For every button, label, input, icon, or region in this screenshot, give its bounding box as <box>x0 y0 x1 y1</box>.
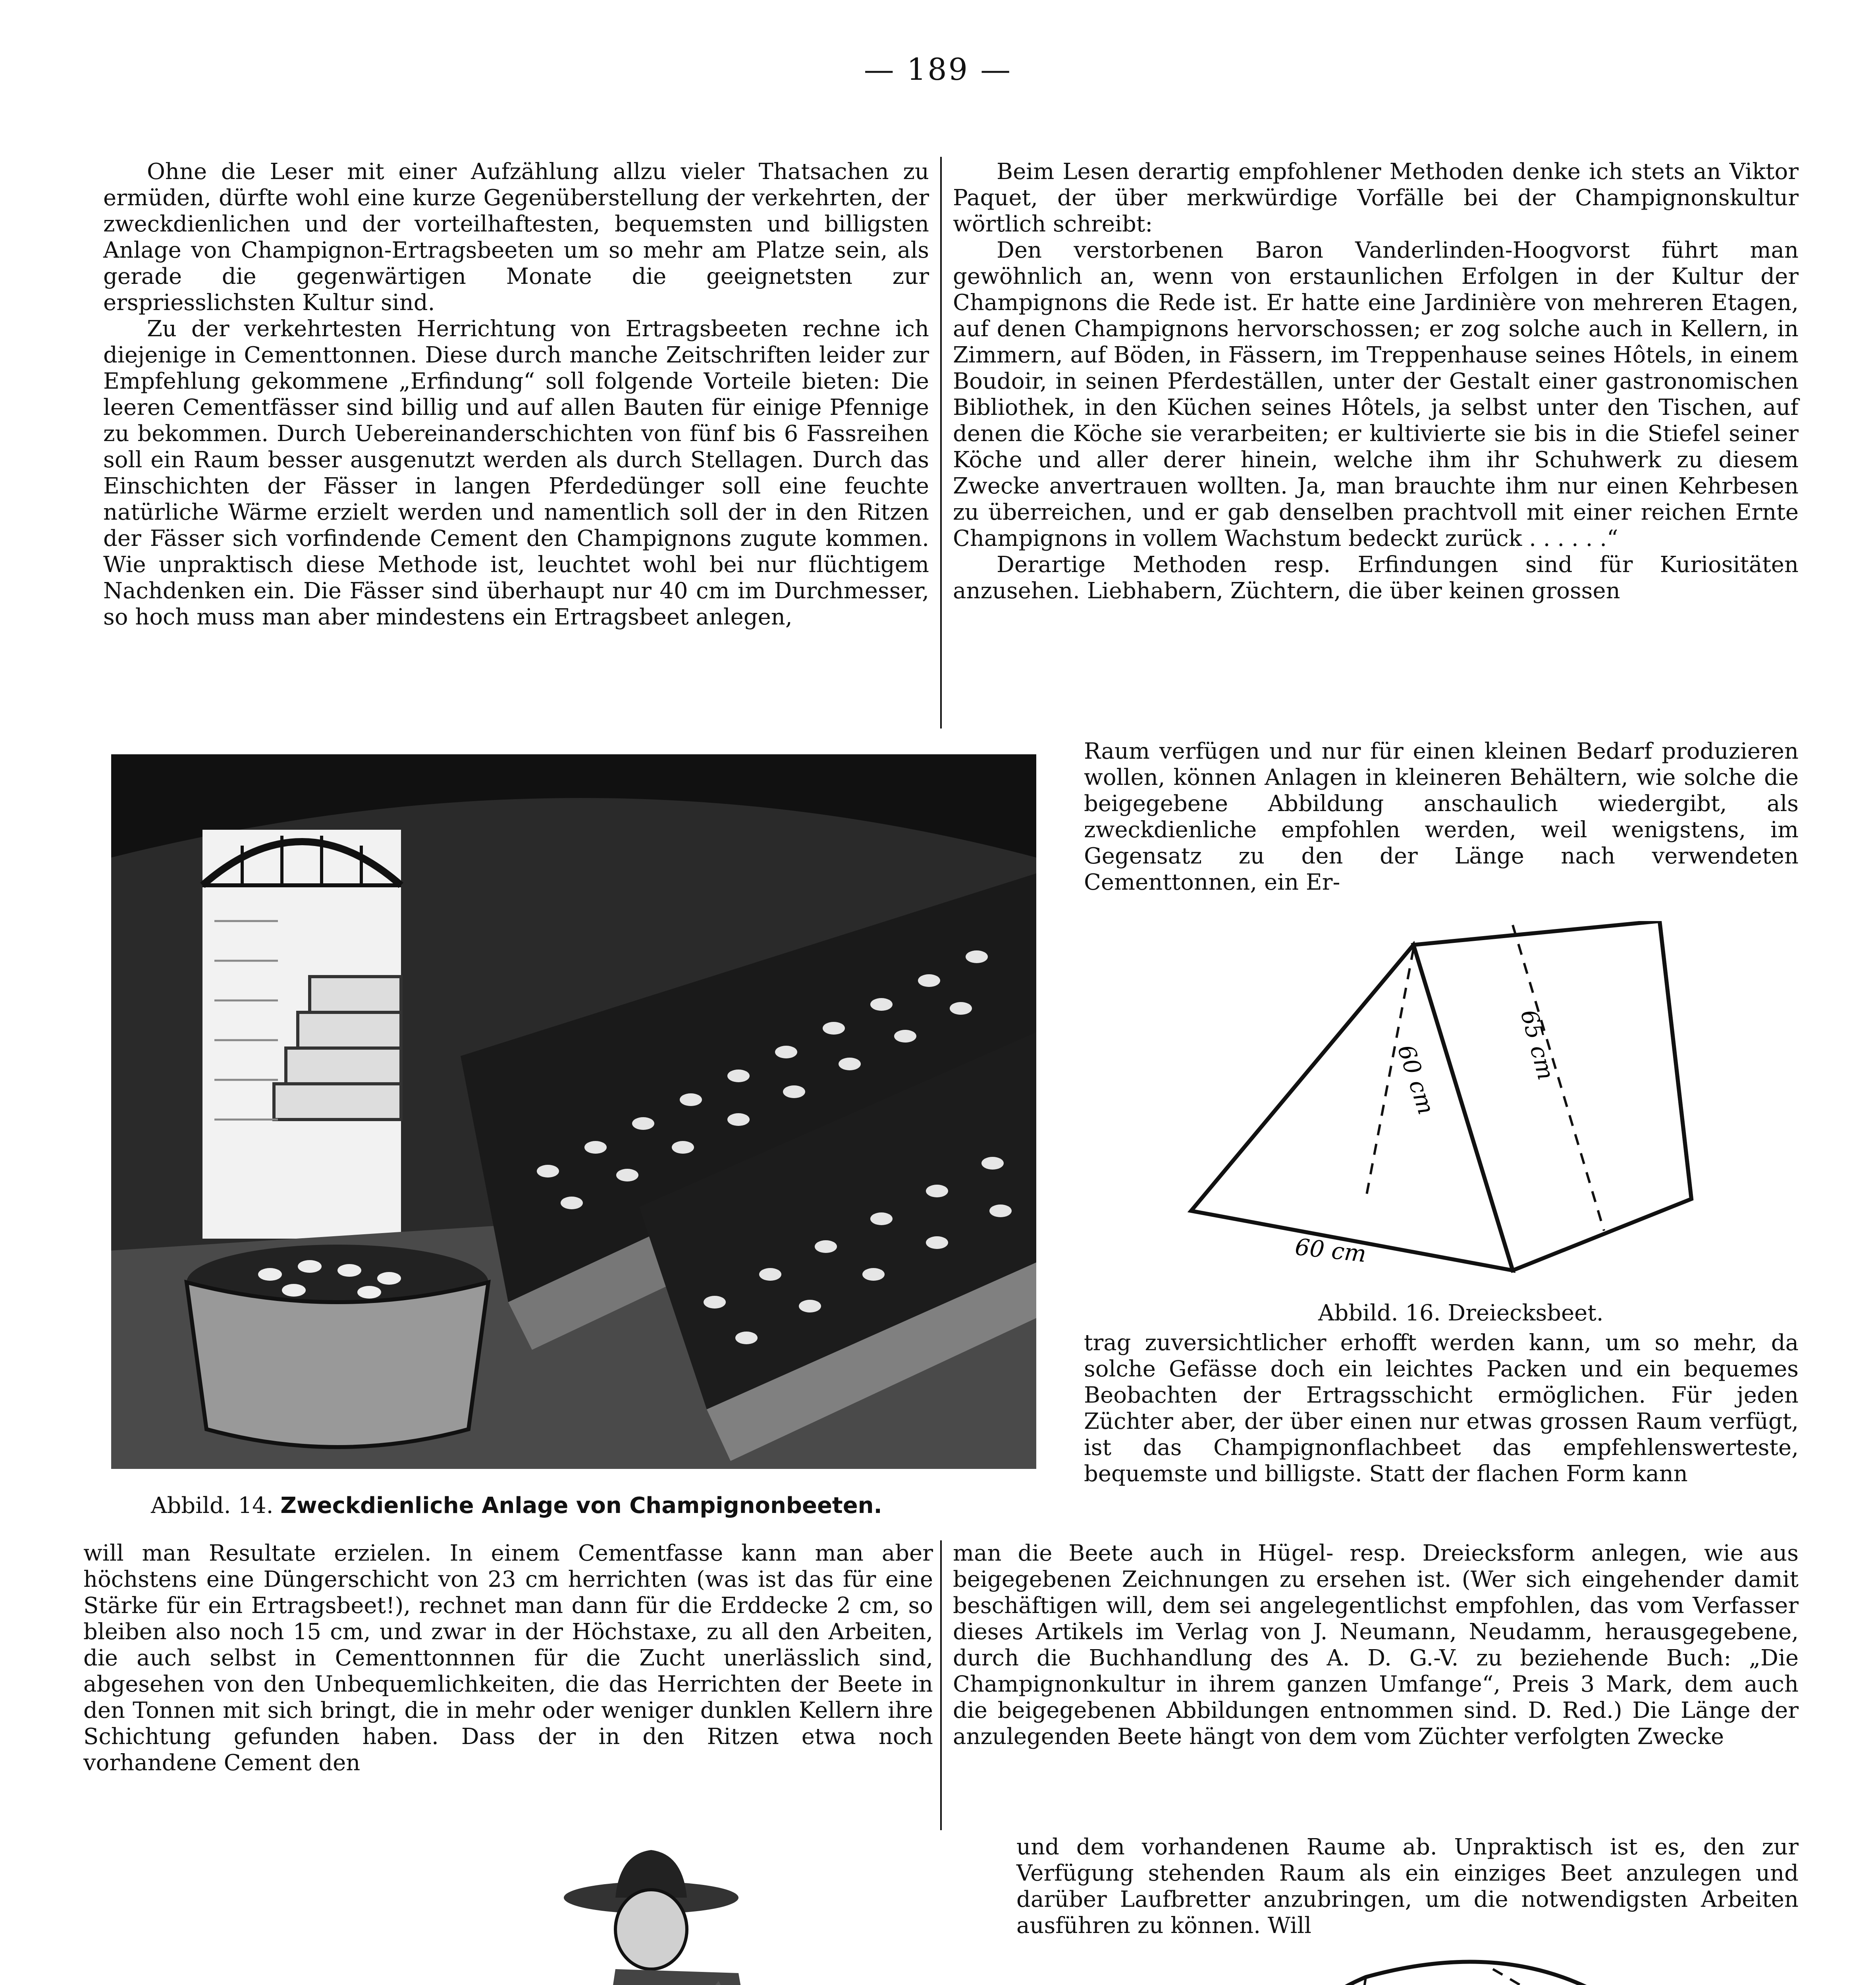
figure-15-gardener-illustration <box>64 1838 945 1985</box>
column-rule-middle <box>940 1540 942 1830</box>
paragraph: man die Beete auch in Hügel- resp. Dreiecksform anlegen, wie aus beigegebenen Zeichnungen zu ersehen ist. (Wer sich eingehender damit beschäftigen will, dem sei angelegentlichst empfohlen, das vom Verfasser dieses Artikels im Verlag von J. Neumann, Neudamm, herausgegebene, durch die Buchhandlung des A. D. G.-V. zu beziehende Buch: „Die Champignonkultur in ihrem ganzen Umfange“, Preis 3 Mark, dem auch die beigegebenen Abbildungen entnommen sind. D. Red.) Die Länge der anzulegenden Beete hängt von dem vom Züchter verfolgten Zwecke <box>953 1540 1799 1750</box>
page-number: — 189 — <box>864 52 1012 87</box>
dimension-right-slope: 65 cm <box>1515 1007 1560 1083</box>
right-column-narrow <box>1016 1834 1799 1939</box>
figure-17-mound-bed-diagram <box>1215 1953 1739 1985</box>
figure-16-triangle-bed-diagram <box>1175 921 1707 1294</box>
column-rule-top <box>940 157 942 728</box>
right-column-top <box>953 159 1799 604</box>
paragraph: Ohne die Leser mit einer Aufzählung allzu vieler Thatsachen zu ermüden, dürfte wohl eine kurze Gegenüberstellung der verkehrten, der zweckdienlichen und der vorteilhaftesten, bequemsten und billigsten Anlage von Champignon-Ertragsbeeten um so mehr am Platze sein, als gerade die gegenwärtigen Monate die geeignetsten zur erspriesslichsten Kultur sind. <box>103 159 929 316</box>
dimension-left-slope: 60 cm <box>1392 1041 1440 1118</box>
figure-16-label: Abbild. 16. <box>1318 1300 1441 1326</box>
paragraph: und dem vorhandenen Raume ab. Unpraktisch ist es, den zur Verfügung stehenden Raum als ein einziges Beet anzulegen und darüber Laufbretter anzubringen, um die notwendigsten Arbeiten ausführen zu können. Will <box>1016 1834 1799 1939</box>
paragraph: Beim Lesen derartig empfohlener Methoden denke ich stets an Viktor Paquet, der über merkwürdige Vorfälle bei der Champignonskultur wörtlich schreibt: <box>953 159 1799 237</box>
paragraph: will man Resultate erzielen. In einem Cementfasse kann man aber höchstens eine Düngerschicht von 23 cm herrichten (was ist das für eine Stärke für ein Ertragsbeet!), rechnet man dann für die Erddecke 2 cm, so bleiben also noch 15 cm, und zwar in der Höchstaxe, zu all den Arbeiten, die auch selbst in Cementtonnnen für die Zucht unerlässlich sind, abgesehen von den Unbequemlichkeiten, die das Herrichten der Beete in den Tonnen mit sich bringt, die in mehr oder weniger dunklen Kellern ihre Schichtung gefunden haben. Dass der in den Ritzen etwa noch vorhandene Cement den <box>83 1540 933 1776</box>
right-column-middle <box>1084 1330 1799 1487</box>
paragraph: Raum verfügen und nur für einen kleinen Bedarf produzieren wollen, können Anlagen in kleineren Behältern, wie solche die beigegebene Abbildung anschaulich wiedergibt, als zweckdienliche empfohlen werden, weil wenigstens, im Gegensatz zu den der Länge nach verwendeten Cementtonnen, ein Er- <box>1084 738 1799 895</box>
left-column-top <box>103 159 929 630</box>
tub <box>187 1245 488 1447</box>
paragraph: trag zuversichtlicher erhofft werden kann, um so mehr, da solche Gefässe doch ein leichtes Packen und ein bequemes Beobachten der Ertragsschicht ermöglichen. Für jeden Züchter aber, der über einen nur etwas grossen Raum verfügt, ist das Champignonflachbeet das empfehlenswerteste, bequemste und billigste. Statt der flachen Form kann <box>1084 1330 1799 1487</box>
figure-14-title: Zweckdienliche Anlage von Champignonbeeten. <box>280 1493 882 1519</box>
figure-16-title: Dreiecksbeet. <box>1448 1300 1604 1326</box>
right-column-inset <box>1084 738 1799 896</box>
figure-14-caption <box>151 1493 882 1519</box>
paragraph: Derartige Methoden resp. Erfindungen sind für Kuriositäten anzusehen. Liebhabern, Züchtern, die über keinen grossen <box>953 552 1799 604</box>
paragraph: Den verstorbenen Baron Vanderlinden-Hoogvorst führt man gewöhnlich an, wenn von erstaunlichen Erfolgen in der Kultur der Champignons die Rede ist. Er hatte eine Jardinière von mehreren Etagen, auf denen Champignons hervorschossen; er zog solche auch in Kellern, in Zimmern, auf Böden, in Fässern, im Treppenhause seines Hôtels, in einem Boudoir, in seinen Pferdeställen, unter der Gestalt einer gastronomischen Bibliothek, in den Küchen seines Hôtels, ja selbst unter den Tischen, auf denen die Köche sie verarbeiten; er kultivierte sie bis in die Stiefel seiner Köche und aller derer hinein, welche ihm ihr Schuhwerk zu diesem Zwecke anvertrauen wollten. Ja, man brauchte ihm nur einen Kehrbesen zu überreichen, und er gab denselben prachtvoll mit einer reichen Ernte Champignons in vollem Wachstum bedeckt zurück . . . . . .“ <box>953 237 1799 551</box>
paragraph: Zu der verkehrtesten Herrichtung von Ertragsbeeten rechne ich diejenige in Cementtonnen. Diese durch manche Zeitschriften leider zur Empfehlung gekommene „Erfindung“ soll folgende Vorteile bieten: Die leeren Cementfässer sind billig und auf allen Bauten für einige Pfennige zu bekommen. Durch Uebereinanderschichten von fünf bis 6 Fassreihen soll ein Raum besser ausgenutzt werden als durch Stellagen. Durch das Einschichten der Fässer in langen Pferdedünger soll eine feuchte natürliche Wärme erzielt werden und namentlich soll der in den Ritzen der Fässer sich vorfindende Cement den Champignons zugute kommen. Wie unpraktisch diese Methode ist, leuchtet wohl bei nur flüchtigem Nachdenken ein. Die Fässer sind überhaupt nur 40 cm im Durchmesser, so hoch muss man aber mindestens ein Ertragsbeet anlegen, <box>103 316 929 630</box>
figure-14-cellar-illustration <box>111 754 1036 1469</box>
figure-14-label: Abbild. 14. <box>151 1493 274 1519</box>
right-column-wide <box>953 1540 1799 1750</box>
dimension-base: 60 cm <box>1294 1233 1368 1268</box>
figure-16-caption <box>1318 1300 1604 1326</box>
left-column-middle <box>83 1540 933 1776</box>
